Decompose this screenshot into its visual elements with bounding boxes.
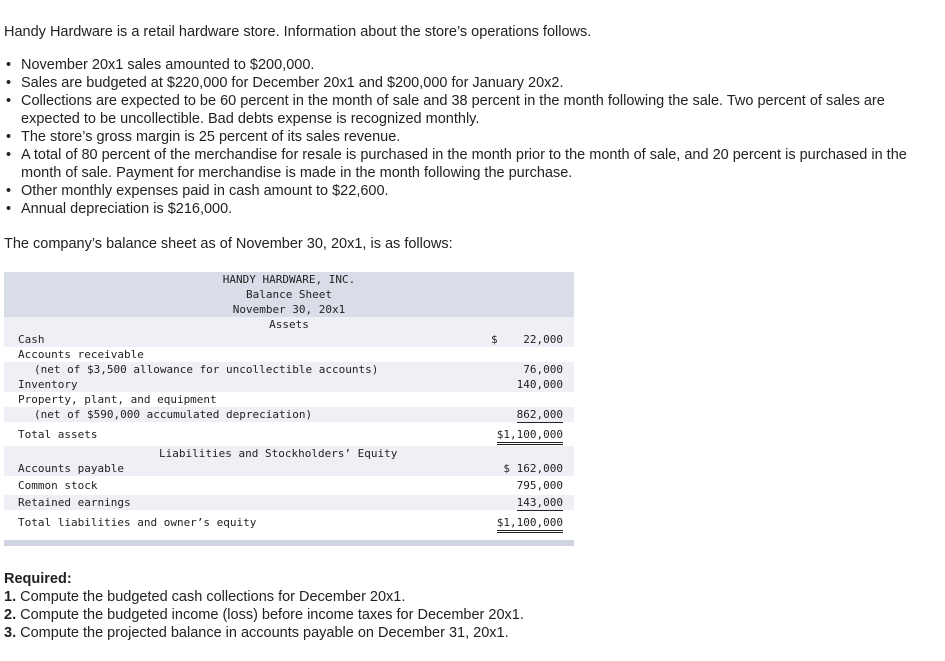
required-item-text: Compute the budgeted income (loss) before income taxes for December 20x1. bbox=[16, 607, 524, 623]
retained-earnings-label: Retained earnings bbox=[18, 496, 131, 509]
table-row bbox=[4, 515, 574, 530]
statement-date: November 30, 20x1 bbox=[232, 303, 346, 316]
required-section bbox=[4, 570, 524, 642]
required-item-2 bbox=[4, 606, 524, 624]
ppe-sub-label: (net of $590,000 accumulated depreciation) bbox=[34, 408, 313, 421]
total-assets-amount: $1,100,000 bbox=[497, 427, 563, 445]
list-item: • November 20x1 sales amounted to $200,000. bbox=[4, 56, 944, 74]
cash-label: Cash bbox=[18, 333, 45, 346]
required-item-text: Compute the budgeted cash collections for December 20x1. bbox=[16, 589, 406, 605]
total-le-amount: $1,100,000 bbox=[497, 515, 563, 533]
balance-sheet-table bbox=[4, 272, 574, 546]
assets-heading: Assets bbox=[4, 317, 574, 332]
ppe-label: Property, plant, and equipment bbox=[18, 393, 217, 406]
required-item-number: 2. bbox=[4, 607, 17, 623]
required-item-1 bbox=[4, 588, 524, 606]
statement-title: Balance Sheet bbox=[245, 288, 333, 301]
required-title: Required: bbox=[4, 571, 72, 587]
table-row bbox=[4, 377, 574, 392]
ar-amount: 76,000 bbox=[523, 363, 563, 376]
table-row bbox=[4, 392, 574, 407]
table-row bbox=[4, 407, 574, 422]
list-item: • A total of 80 percent of the merchandise for resale is purchased in the month prior to the month of sale, and 20 percent is purchased in the month of sale. Payment for merchandise is made in the month following the purchase. bbox=[4, 146, 944, 182]
table-row bbox=[4, 478, 574, 493]
ar-sub-label: (net of $3,500 allowance for uncollectible accounts) bbox=[34, 363, 379, 376]
required-item-number: 3. bbox=[4, 625, 17, 641]
table-bottom-border bbox=[4, 540, 574, 546]
list-item: • Annual depreciation is $216,000. bbox=[4, 200, 944, 218]
required-item-text: Compute the projected balance in accounts payable on December 31, 20x1. bbox=[16, 625, 509, 641]
table-row bbox=[4, 461, 574, 476]
total-assets-label: Total assets bbox=[18, 428, 98, 441]
cash-dollar-sign: $ bbox=[491, 333, 498, 346]
balance-sheet-header bbox=[4, 272, 574, 317]
inventory-label: Inventory bbox=[18, 378, 78, 391]
required-item-number: 1. bbox=[4, 589, 17, 605]
required-item-3 bbox=[4, 624, 524, 642]
list-item: • Collections are expected to be 60 percent in the month of sale and 38 percent in the month following the sale. Two percent of sales are expected to be uncollectible. Bad debts expense is recognized monthly. bbox=[4, 92, 944, 128]
ppe-amount: 862,000 bbox=[516, 408, 563, 421]
intro-text: Handy Hardware is a retail hardware store. Information about the store’s operations follows. bbox=[4, 24, 592, 40]
balance-sheet-intro: The company’s balance sheet as of November 30, 20x1, is as follows: bbox=[4, 236, 453, 252]
inventory-amount: 140,000 bbox=[516, 378, 563, 391]
ap-label: Accounts payable bbox=[18, 462, 124, 475]
common-stock-amount: 795,000 bbox=[516, 479, 563, 492]
table-row bbox=[4, 362, 574, 377]
cash-amount: 22,000 bbox=[523, 333, 563, 346]
total-le-label: Total liabilities and owner’s equity bbox=[18, 516, 257, 529]
liabilities-heading: Liabilities and Stockholders’ Equity bbox=[159, 447, 398, 460]
list-item: • Other monthly expenses paid in cash amount to $22,600. bbox=[4, 182, 944, 200]
table-row bbox=[4, 495, 574, 510]
table-row bbox=[4, 332, 574, 347]
operations-list bbox=[4, 56, 944, 218]
table-row bbox=[4, 347, 574, 362]
table-row bbox=[4, 446, 574, 461]
common-stock-label: Common stock bbox=[18, 479, 98, 492]
ap-amount: $ 162,000 bbox=[503, 462, 563, 475]
company-name: HANDY HARDWARE, INC. bbox=[222, 273, 356, 286]
retained-earnings-amount: 143,000 bbox=[516, 496, 563, 509]
table-row bbox=[4, 427, 574, 442]
list-item: • The store’s gross margin is 25 percent of its sales revenue. bbox=[4, 128, 944, 146]
list-item: • Sales are budgeted at $220,000 for December 20x1 and $200,000 for January 20x2. bbox=[4, 74, 944, 92]
ar-label: Accounts receivable bbox=[18, 348, 144, 361]
